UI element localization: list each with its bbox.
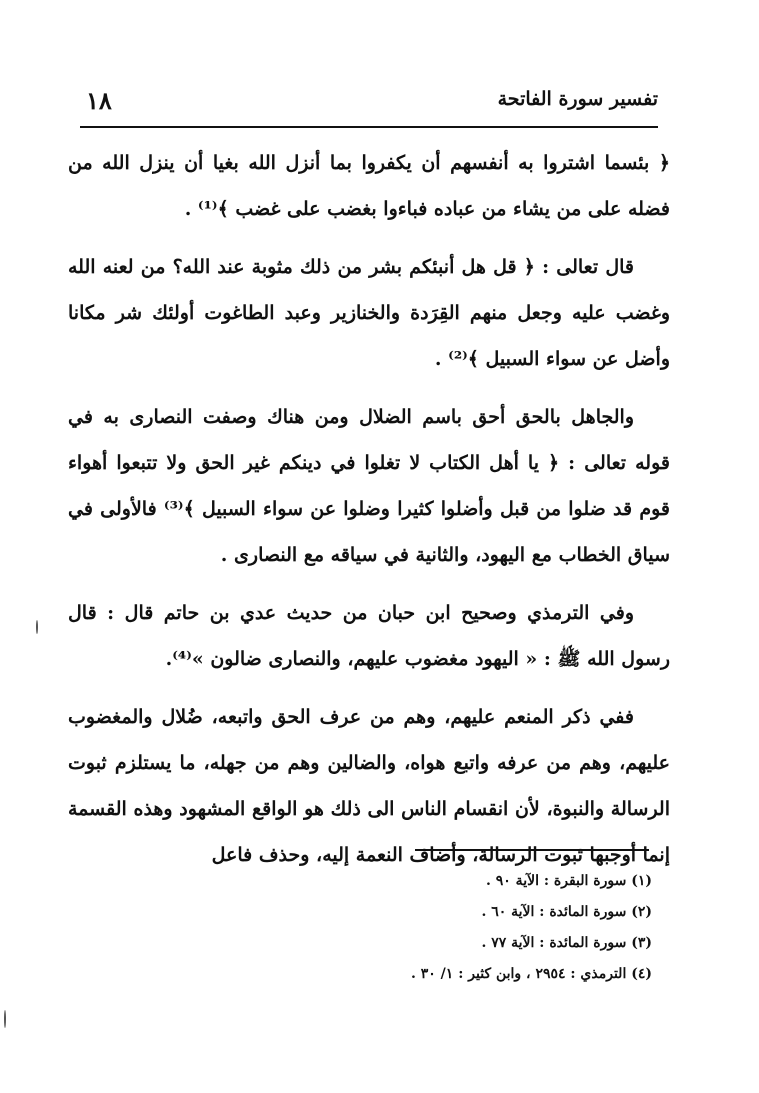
paragraph-christians: والجاهل بالحق أحق باسم الضلال ومن هناك وصفت النصارى به في قوله تعالى : ﴿ يا أهل الكتاب لا تغلوا في دينكم غير الحق ولا تتبعوا أهواء قوم قد ضلوا من قبل وأضلوا كثيرا وضلوا عن سواء السبيل ﴾⁽³⁾ فالأولى في سياق الخطاب مع اليهود، والثانية في سياقه مع النصارى . (68, 406, 670, 566)
page-number: ١٨ (86, 86, 112, 115)
footnote-2: (٢) سورة المائدة : الآية ٦٠ . (481, 904, 652, 920)
page-header (80, 86, 658, 128)
running-title: تفسير سورة الفاتحة (497, 88, 658, 110)
paragraph-verse-continuation: ﴿ بئسما اشتروا به أنفسهم أن يكفروا بما أنزل الله بغيا أن ينزل الله من فضله على من يشاء من عباده فباءوا بغضب على غضب ﴾⁽¹⁾ . (68, 152, 670, 220)
scan-speck (36, 620, 38, 634)
footnotes (340, 866, 652, 990)
main-text (68, 140, 670, 890)
scan-speck (4, 1010, 6, 1028)
footnote-separator (415, 849, 649, 851)
footnote-3: (٣) سورة المائدة : الآية ٧٧ . (481, 935, 652, 951)
paragraph-quran-quote: قال تعالى : ﴿ قل هل أنبئكم بشر من ذلك مثوبة عند الله؟ من لعنه الله وغضب عليه وجعل منهم القِرَدة والخنازير وعبد الطاغوت أولئك شر مكانا وأضل عن سواء السبيل ﴾⁽²⁾ . (68, 256, 670, 370)
footnote-4: (٤) الترمذي : ٢٩٥٤ ، وابن كثير : ١/ ٣٠ . (411, 966, 652, 982)
paragraph-conclusion: ففي ذكر المنعم عليهم، وهم من عرف الحق واتبعه، ضُلال والمغضوب عليهم، وهم من عرفه واتبع هواه، والضالين وهم من جهله، ما يستلزم ثبوت الرسالة والنبوة، لأن انقسام الناس الى ذلك هو الواقع المشهود وهذه القسمة إنما أوجبها ثبوت الرسالة، وأضاف النعمة إليه، وحذف فاعل (68, 706, 670, 866)
footnote-1: (١) سورة البقرة : الآية ٩٠ . (486, 873, 652, 889)
paragraph-hadith: وفي الترمذي وصحيح ابن حبان من حديث عدي بن حاتم قال : قال رسول الله ﷺ : « اليهود مغضوب عليهم، والنصارى ضالون »⁽⁴⁾. (68, 602, 670, 670)
